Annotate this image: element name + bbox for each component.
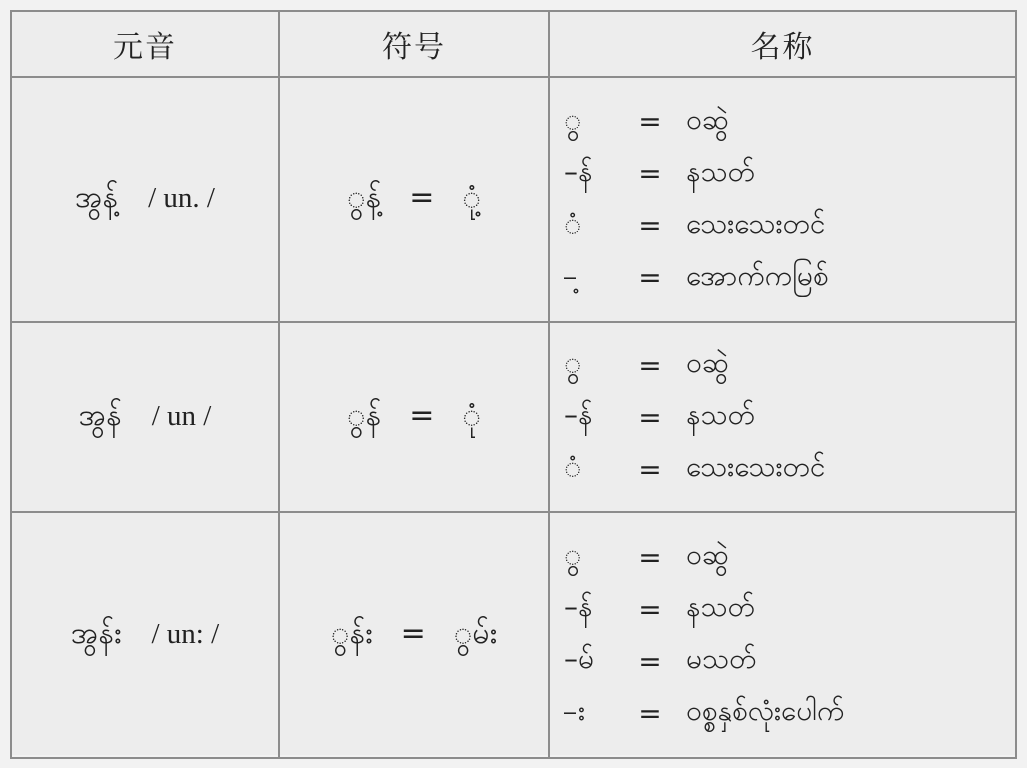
names-cell: [549, 322, 1016, 512]
name-line: [564, 148, 1015, 200]
name-line: [564, 583, 1015, 635]
equals-sign: =: [400, 615, 426, 651]
component-name: နသတ်: [686, 398, 755, 431]
name-line: [564, 635, 1015, 687]
component-symbol: –း: [564, 694, 586, 727]
vowel-cell: [11, 322, 279, 512]
component-name: သေးသေးတင်: [686, 206, 826, 240]
header-vowel: 元音: [11, 11, 279, 77]
vowel-text: အွန်: [78, 397, 122, 433]
romanization: / un. /: [148, 182, 215, 214]
vowel-table: [10, 10, 1017, 759]
header-name: 名称: [549, 11, 1016, 77]
equals-sign: =: [409, 397, 435, 433]
symbol-cell: [279, 322, 549, 512]
symbol-left: ွန်: [347, 397, 382, 433]
symbol-cell: [279, 77, 549, 322]
table-row: [11, 322, 1016, 512]
name-line: [564, 200, 1015, 252]
component-name: ဝဆွဲ: [686, 346, 729, 379]
names-cell: [549, 77, 1016, 322]
equals-sign: =: [638, 644, 662, 678]
component-name: သေးသေးတင်: [686, 450, 826, 483]
component-name: အောက်ကမြစ်: [686, 258, 829, 292]
component-name: မသတ်: [686, 642, 757, 675]
symbol-cell: [279, 512, 549, 758]
name-line: [564, 531, 1015, 583]
equals-sign: =: [638, 261, 662, 294]
symbol-left: ွန်း: [330, 615, 373, 651]
component-symbol: –န်: [564, 154, 593, 188]
component-symbol: ွ: [564, 538, 582, 571]
table-row: [11, 77, 1016, 322]
symbol-right: ုံ: [462, 397, 481, 433]
component-symbol: –့: [564, 258, 578, 292]
component-symbol: ံ: [564, 206, 582, 240]
names-cell: [549, 512, 1016, 758]
name-line: [564, 443, 1015, 495]
equals-sign: =: [638, 348, 662, 382]
vowel-table-sheet: [10, 10, 1015, 755]
equals-sign: =: [638, 209, 662, 242]
component-symbol: ွ: [564, 102, 582, 136]
vowel-cell: [11, 512, 279, 758]
equals-sign: =: [638, 452, 662, 486]
header-symbol: 符号: [279, 11, 549, 77]
equals-sign: =: [409, 180, 435, 215]
name-line: [564, 96, 1015, 148]
component-name: ဝစ္စနှစ်လုံးပေါက်: [686, 694, 845, 727]
name-line: [564, 687, 1015, 739]
equals-sign: =: [638, 157, 662, 190]
equals-sign: =: [638, 592, 662, 626]
component-name: နသတ်: [686, 154, 755, 188]
romanization: / un: /: [151, 617, 220, 650]
vowel-text: အွန့်: [75, 180, 119, 215]
component-symbol: ံ: [564, 450, 582, 483]
component-symbol: –န်: [564, 590, 593, 623]
vowel-text: အွန်း: [70, 615, 122, 651]
table-row: [11, 512, 1016, 758]
vowel-cell: [11, 77, 279, 322]
component-name: ဝဆွဲ: [686, 102, 729, 136]
romanization: / un /: [151, 399, 212, 432]
component-name: နသတ်: [686, 590, 755, 623]
equals-sign: =: [638, 540, 662, 574]
component-symbol: ွ: [564, 346, 582, 379]
component-name: ဝဆွဲ: [686, 538, 729, 571]
equals-sign: =: [638, 696, 662, 730]
symbol-left: ွန့်: [347, 180, 382, 215]
name-line: [564, 391, 1015, 443]
header-row: [11, 11, 1016, 77]
equals-sign: =: [638, 400, 662, 434]
symbol-right: ုံ့: [462, 180, 481, 215]
symbol-right: ွမ်း: [453, 615, 498, 651]
name-line: [564, 252, 1015, 304]
component-symbol: –န်: [564, 398, 593, 431]
component-symbol: –မ်: [564, 642, 594, 675]
name-line: [564, 339, 1015, 391]
equals-sign: =: [638, 105, 662, 138]
